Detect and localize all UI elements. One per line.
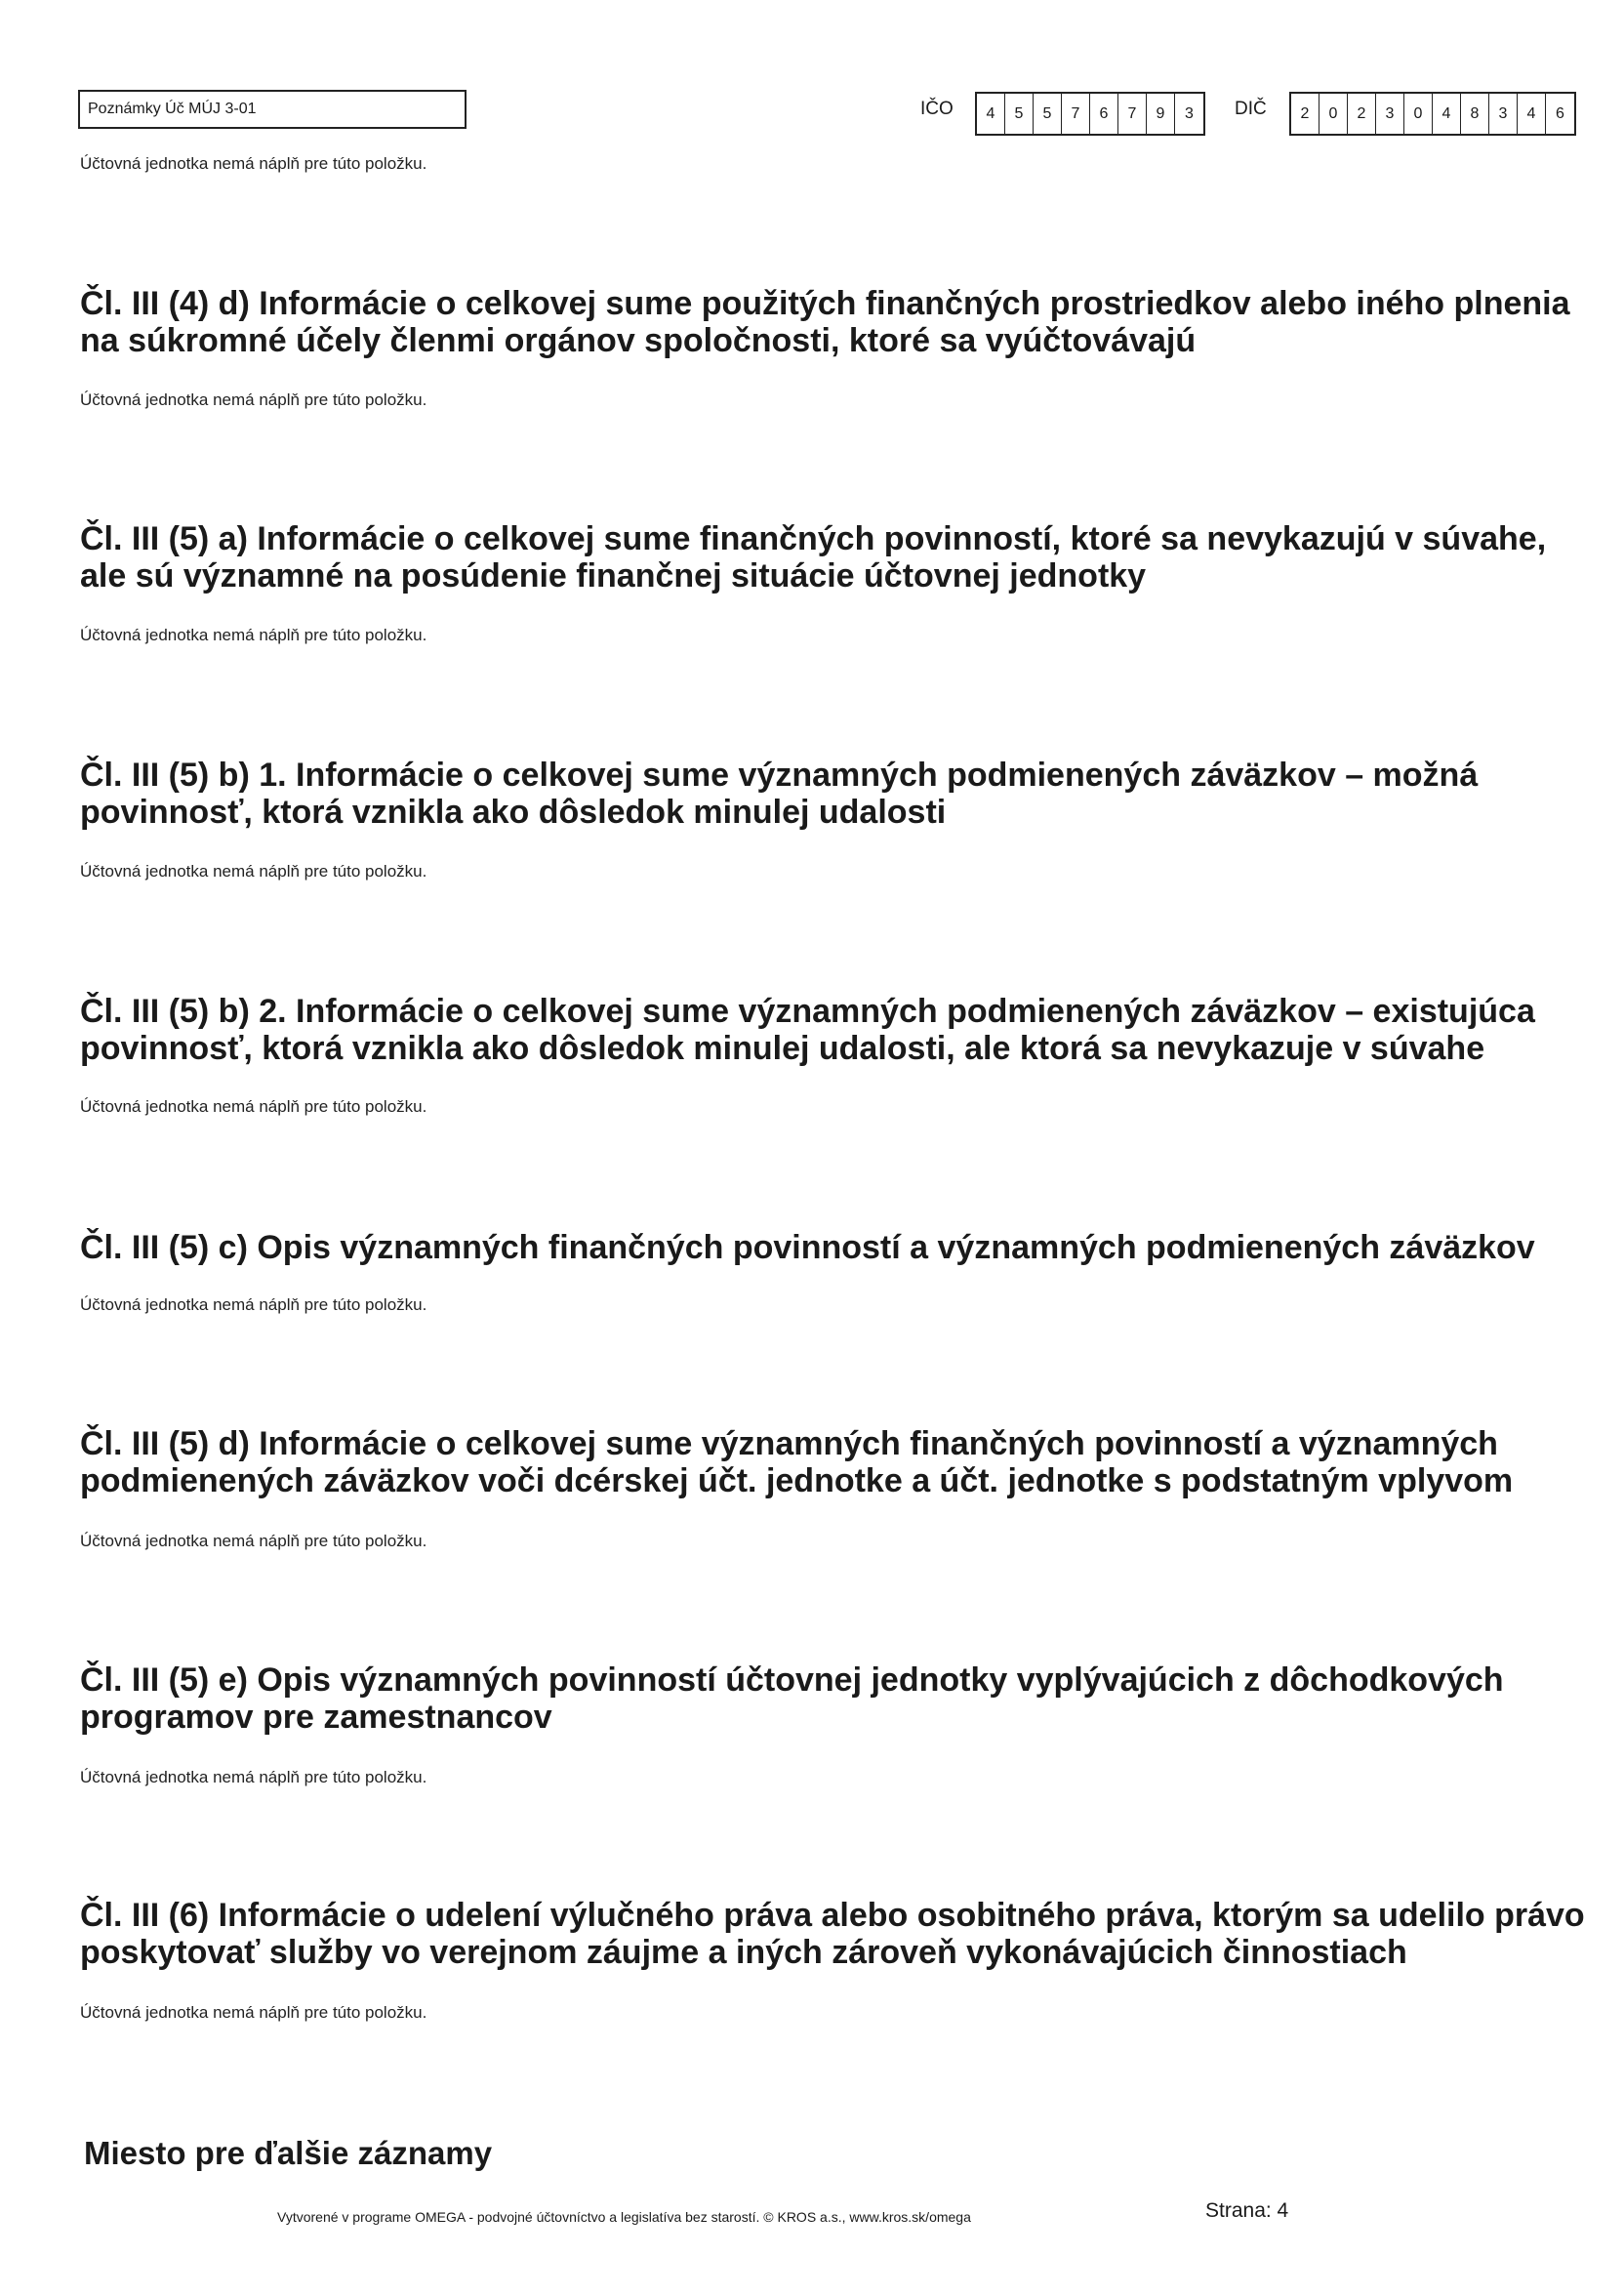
ico-digit: 4 bbox=[977, 94, 1005, 134]
heading-line: Čl. III (4) d) Informácie o celkovej sume použitých finančných prostriedkov alebo iného plnenia bbox=[80, 285, 1570, 322]
dic-digit: 0 bbox=[1404, 94, 1433, 134]
section-note: Účtovná jednotka nemá náplň pre túto položku. bbox=[80, 2003, 427, 2022]
dic-digit: 3 bbox=[1376, 94, 1404, 134]
dic-digit: 2 bbox=[1348, 94, 1376, 134]
section-heading bbox=[80, 1229, 1583, 1266]
dic-digit: 3 bbox=[1489, 94, 1518, 134]
extra-notes-heading: Miesto pre ďalšie záznamy bbox=[84, 2135, 493, 2171]
heading-line: povinnosť, ktorá vznikla ako dôsledok minulej udalosti, ale ktorá sa nevykazuje v súvahe bbox=[80, 1030, 1485, 1067]
heading-line: Čl. III (5) b) 1. Informácie o celkovej sume významných podmienených záväzkov – možná bbox=[80, 757, 1479, 794]
ico-digit: 6 bbox=[1090, 94, 1118, 134]
dic-label: DIČ bbox=[1235, 99, 1267, 119]
section-heading bbox=[80, 757, 1583, 831]
heading-line: Čl. III (5) c) Opis významných finančných povinností a významných podmienených záväzkov bbox=[80, 1229, 1535, 1266]
ico-digit: 9 bbox=[1147, 94, 1175, 134]
ico-field bbox=[975, 92, 1205, 136]
heading-line: na súkromné účely členmi orgánov spoločnosti, ktoré sa vyúčtovávajú bbox=[80, 322, 1197, 359]
heading-line: povinnosť, ktorá vznikla ako dôsledok minulej udalosti bbox=[80, 794, 947, 831]
heading-line: Čl. III (5) d) Informácie o celkovej sume významných finančných povinností a významných bbox=[80, 1425, 1498, 1462]
section-note: Účtovná jednotka nemá náplň pre túto položku. bbox=[80, 1295, 427, 1314]
section-note: Účtovná jednotka nemá náplň pre túto položku. bbox=[80, 626, 427, 644]
section-note: Účtovná jednotka nemá náplň pre túto položku. bbox=[80, 1768, 427, 1786]
section-heading bbox=[80, 1661, 1583, 1736]
ico-digit: 5 bbox=[1005, 94, 1034, 134]
dic-digit: 6 bbox=[1556, 105, 1564, 122]
section-heading bbox=[80, 1425, 1583, 1499]
dic-digit: 4 bbox=[1518, 94, 1546, 134]
dic-digit: 4 bbox=[1433, 94, 1461, 134]
section-heading bbox=[80, 993, 1583, 1067]
ico-digit: 7 bbox=[1118, 94, 1147, 134]
dic-digit: 0 bbox=[1320, 94, 1348, 134]
heading-line: Čl. III (5) b) 2. Informácie o celkovej sume významných podmienených záväzkov – existujúca bbox=[80, 993, 1535, 1030]
footer-credit: Vytvorené v programe OMEGA - podvojné účtovníctvo a legislatíva bez starostí. © KROS a.s., www.kros.sk/omega bbox=[277, 2209, 971, 2225]
intro-note: Účtovná jednotka nemá náplň pre túto položku. bbox=[80, 154, 427, 173]
section-heading bbox=[80, 520, 1583, 594]
section-heading bbox=[80, 1897, 1583, 1971]
heading-line: poskytovať služby vo verejnom záujme a iných zároveň vykonávajúcich činnostiach bbox=[80, 1934, 1407, 1971]
heading-line: Čl. III (5) a) Informácie o celkovej sume finančných povinností, ktoré sa nevykazujú v súvahe, bbox=[80, 520, 1547, 557]
dic-digit: 8 bbox=[1461, 94, 1489, 134]
section-heading bbox=[80, 285, 1583, 359]
heading-line: ale sú významné na posúdenie finančnej situácie účtovnej jednotky bbox=[80, 557, 1147, 594]
heading-line: podmienených záväzkov voči dcérskej účt. jednotke a účt. jednotke s podstatným vplyvom bbox=[80, 1462, 1514, 1499]
ico-digit: 3 bbox=[1185, 105, 1194, 122]
heading-line: programov pre zamestnancov bbox=[80, 1699, 552, 1736]
section-note: Účtovná jednotka nemá náplň pre túto položku. bbox=[80, 1097, 427, 1116]
ico-label: IČO bbox=[920, 99, 954, 119]
dic-field bbox=[1289, 92, 1576, 136]
form-code: Poznámky Úč MÚJ 3-01 bbox=[78, 90, 467, 129]
page-number: Strana: 4 bbox=[1205, 2199, 1289, 2222]
heading-line: Čl. III (6) Informácie o udelení výlučného práva alebo osobitného práva, ktorým sa udelilo právo bbox=[80, 1897, 1585, 1934]
ico-digit: 7 bbox=[1062, 94, 1090, 134]
section-note: Účtovná jednotka nemá náplň pre túto položku. bbox=[80, 390, 427, 409]
heading-line: Čl. III (5) e) Opis významných povinností účtovnej jednotky vyplývajúcich z dôchodkových bbox=[80, 1661, 1504, 1699]
section-note: Účtovná jednotka nemá náplň pre túto položku. bbox=[80, 1532, 427, 1550]
section-note: Účtovná jednotka nemá náplň pre túto položku. bbox=[80, 862, 427, 881]
ico-digit: 5 bbox=[1034, 94, 1062, 134]
dic-digit: 2 bbox=[1291, 94, 1320, 134]
